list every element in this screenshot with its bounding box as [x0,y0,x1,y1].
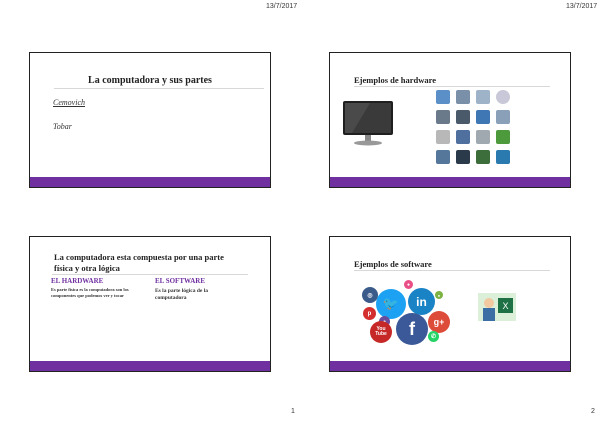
slide-2[interactable] [329,52,571,188]
software-heading: EL SOFTWARE [155,277,205,285]
hardware-heading: EL HARDWARE [51,277,104,285]
youtube-icon: You Tube [370,321,392,343]
stick-icon [436,150,450,164]
printer-icon [456,110,470,124]
small-green-icon: ● [435,291,443,299]
author-line-2: Tobar [53,122,72,131]
slide-title-line-1: La computadora esta compuesta por una parte [54,252,224,262]
monitor-icon [436,90,450,104]
slide-title: Ejemplos de software [354,259,432,269]
accent-bar [330,361,570,371]
twitter-icon: 🐦 [376,289,406,319]
person-excel-image [478,293,516,321]
title-divider [52,274,248,275]
board-icon [496,150,510,164]
facebook-icon: f [396,313,428,345]
hardware-icons [436,90,516,164]
slide-title-line-2: física y otra lógica [54,263,120,273]
slide-title: Ejemplos de hardware [354,75,437,85]
ram-icon [496,130,510,144]
date-left: 13/7/2017 [266,3,298,10]
title-divider [354,86,550,87]
foursquare-icon: ● [404,280,413,289]
cd-icon [496,90,510,104]
slide-1[interactable] [29,52,271,188]
accent-bar [30,361,270,371]
floppy-icon [476,150,490,164]
slide-3[interactable] [29,236,271,372]
title-divider [354,270,550,271]
accent-bar [30,177,270,187]
tower-pc-icon [456,90,470,104]
linkedin-icon: in [408,288,435,315]
scanner-icon [476,90,490,104]
mouse-icon [476,110,490,124]
network-icon [456,130,470,144]
slide-4[interactable] [329,236,571,372]
googleplus-icon: g+ [428,311,450,333]
keyboard-icon [436,110,450,124]
pinterest-icon: p [363,307,376,320]
accent-bar [330,177,570,187]
author-line-1: Cemovich [53,98,85,107]
hardware-text: Es parte física es la computadora son los componentes que podemos ver y tocar [51,287,129,298]
date-right: 13/7/2017 [566,3,598,10]
svg-text:X: X [502,301,509,311]
pen-icon [476,130,490,144]
chip-icon [456,150,470,164]
usb-drive-icon [496,110,510,124]
page-number-right: 2 [591,408,595,415]
software-text: Es la parte lógica de la computadora [155,288,209,301]
whatsapp-icon: ✆ [428,331,439,342]
slide-title: La computadora y sus partes [88,75,212,86]
drive-icon [436,130,450,144]
monitor-image [340,98,396,148]
instagram-icon: ◎ [362,287,378,303]
title-divider [54,88,264,89]
page-number-left: 1 [291,408,295,415]
